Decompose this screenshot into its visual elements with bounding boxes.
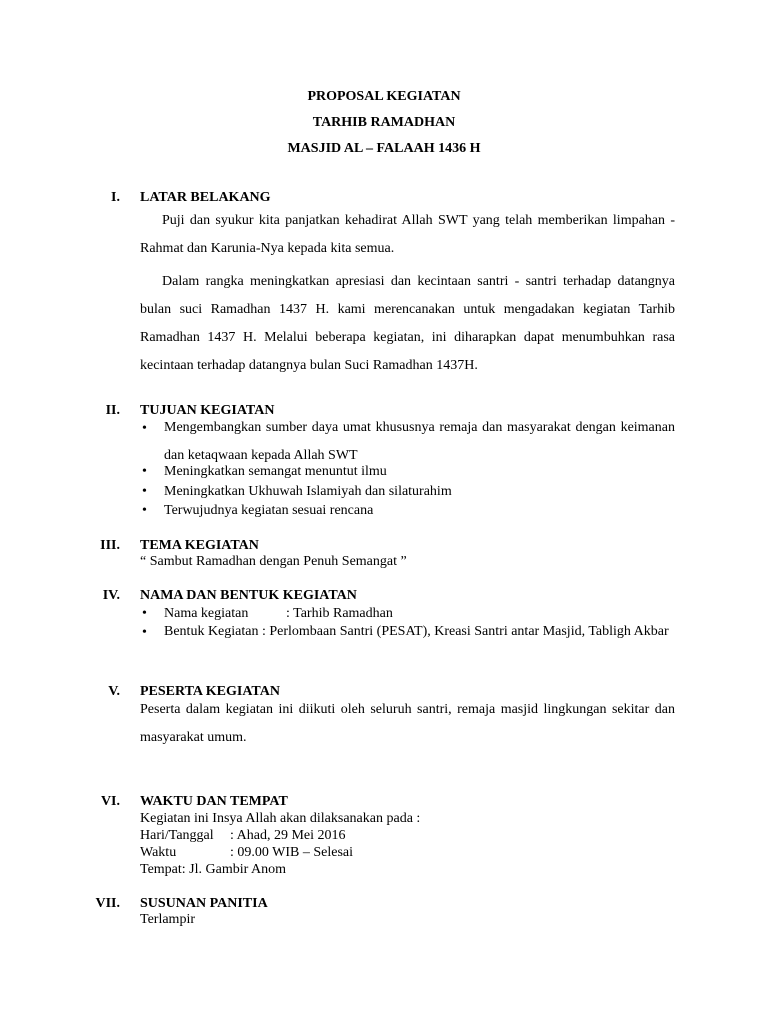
participants-text: Peserta dalam kegiatan ini diikuti oleh seluruh santri, remaja masjid lingkungan sekitar dan masyarakat umum. [140,702,675,745]
schedule-place: Tempat: Jl. Gambir Anom [140,862,287,877]
bullet-icon: • [142,503,147,518]
theme-text: “ Sambut Ramadhan dengan Penuh Semangat ” [140,554,407,569]
bullet-icon: • [142,606,147,621]
schedule-day-label: Hari/Tanggal [140,828,214,843]
section-6-number: VI. [100,794,120,809]
schedule-time-value: : 09.00 WIB – Selesai [230,845,354,860]
bullet-icon: • [142,421,147,436]
bullet-icon: • [142,464,147,479]
section-4-number: IV. [102,588,120,603]
activity-name-label: Nama kegiatan [164,606,249,621]
doc-title-line2: TARHIB RAMADHAN [312,115,456,130]
section-5-title: PESERTA KEGIATAN [140,684,280,699]
goal-item-3: Meningkatkan Ukhuwah Islamiyah dan silaturahim [164,484,452,499]
bullet-icon: • [142,484,147,499]
goal-item-4: Terwujudnya kegiatan sesuai rencana [164,503,374,518]
section-2-title: TUJUAN KEGIATAN [140,403,275,418]
schedule-time-row [140,845,675,861]
schedule-day-row [140,828,675,844]
schedule-time-label: Waktu [140,845,177,860]
committee-text: Terlampir [140,912,195,927]
activity-form-item: Bentuk Kegiatan : Perlombaan Santri (PESAT), Kreasi Santri antar Masjid, Tabligh Akbar [164,624,669,639]
section-5-number: V. [108,684,120,699]
section-6-title: WAKTU DAN TEMPAT [140,794,288,809]
section-7-title: SUSUNAN PANITIA [140,896,268,911]
schedule-intro: Kegiatan ini Insya Allah akan dilaksanakan pada : [140,811,421,826]
activity-name-value: : Tarhib Ramadhan [286,606,393,621]
section-2-number: II. [105,403,120,418]
section-1-paragraph-1: Puji dan syukur kita panjatkan kehadirat Allah SWT yang telah memberikan limpahan -Rahmat dan Karunia-Nya kepada kita semua. [140,213,675,256]
goal-item-1: Mengembangkan sumber daya umat khususnya remaja dan masyarakat dengan keimanan dan ketaqwaan kepada Allah SWT [164,420,675,463]
section-1-paragraph-2: Dalam rangka meningkatkan apresiasi dan kecintaan santri - santri terhadap datangnya bulan suci Ramadhan 1437 H. kami merencanakan untuk mengadakan kegiatan Tarhib Ramadhan 1437 H. Melalui beberapa kegiatan, ini diharapkan dapat menumbuhkan rasa kecintaan terhadap datangnya bulan Suci Ramadhan 1437H. [140,274,675,373]
section-1-number: I. [111,190,120,205]
section-3-number: III. [100,538,120,553]
section-4-title: NAMA DAN BENTUK KEGIATAN [140,588,357,603]
doc-title-line3: MASJID AL – FALAAH 1436 H [287,141,481,156]
bullet-icon: • [142,625,147,640]
section-1-title: LATAR BELAKANG [140,190,271,205]
doc-title-line1: PROPOSAL KEGIATAN [307,89,461,104]
section-3-title: TEMA KEGIATAN [140,538,259,553]
schedule-day-value: : Ahad, 29 Mei 2016 [230,828,346,843]
section-7-number: VII. [95,896,120,911]
goal-item-2: Meningkatkan semangat menuntut ilmu [164,464,387,479]
